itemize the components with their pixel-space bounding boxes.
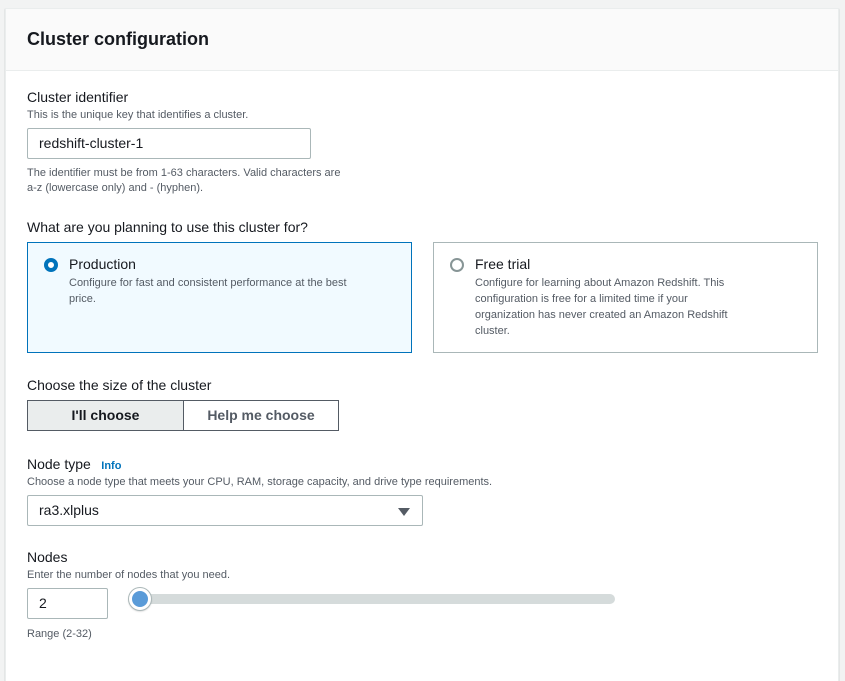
production-desc-line2: price. [69, 293, 96, 305]
ill-choose-button[interactable]: I'll choose [27, 400, 184, 431]
cluster-identifier-description: This is the unique key that identifies a cluster. [27, 109, 249, 121]
free-trial-desc-line3: organization has never created an Amazon Redshift [475, 309, 728, 321]
cluster-identifier-constraint-line2: a-z (lowercase only) and - (hyphen). [27, 182, 204, 194]
nodes-range: Range (2-32) [27, 628, 92, 640]
production-title: Production [69, 256, 136, 272]
free-trial-radio[interactable] [450, 258, 464, 272]
nodes-label: Nodes [27, 549, 68, 565]
cluster-identifier-constraint-line1: The identifier must be from 1-63 characters. Valid characters are [27, 167, 341, 179]
free-trial-desc-line1: Configure for learning about Amazon Redshift. This [475, 277, 725, 289]
cluster-identifier-input[interactable]: redshift-cluster-1 [27, 128, 311, 159]
nodes-slider-track[interactable] [129, 594, 615, 604]
production-tile[interactable] [27, 242, 412, 353]
nodes-input[interactable]: 2 [27, 588, 108, 619]
caret-down-icon [398, 508, 410, 516]
free-trial-desc-line4: cluster. [475, 325, 510, 337]
node-type-selected-value: ra3.xlplus [39, 502, 99, 518]
nodes-slider-thumb[interactable] [129, 588, 151, 610]
node-type-select[interactable] [27, 495, 423, 526]
free-trial-tile[interactable] [433, 242, 818, 353]
panel-title: Cluster configuration [27, 29, 210, 49]
cluster-configuration-panel [5, 8, 839, 681]
node-type-description: Choose a node type that meets your CPU, RAM, storage capacity, and drive type requirements. [27, 476, 493, 488]
free-trial-title: Free trial [475, 256, 531, 272]
node-type-label: Node type [27, 456, 91, 472]
panel-header [6, 9, 838, 71]
usage-question: What are you planning to use this cluster for? [27, 219, 308, 235]
node-type-label-row [27, 456, 121, 474]
node-type-info-link[interactable]: Info [101, 460, 122, 472]
nodes-description: Enter the number of nodes that you need. [27, 569, 231, 581]
production-radio[interactable] [44, 258, 58, 272]
cluster-identifier-label: Cluster identifier [27, 89, 129, 105]
free-trial-desc-line2: configuration is free for a limited time if your [475, 293, 688, 305]
production-desc-line1: Configure for fast and consistent performance at the best [69, 277, 347, 289]
help-me-choose-button[interactable]: Help me choose [183, 400, 339, 431]
cluster-size-label: Choose the size of the cluster [27, 377, 212, 393]
